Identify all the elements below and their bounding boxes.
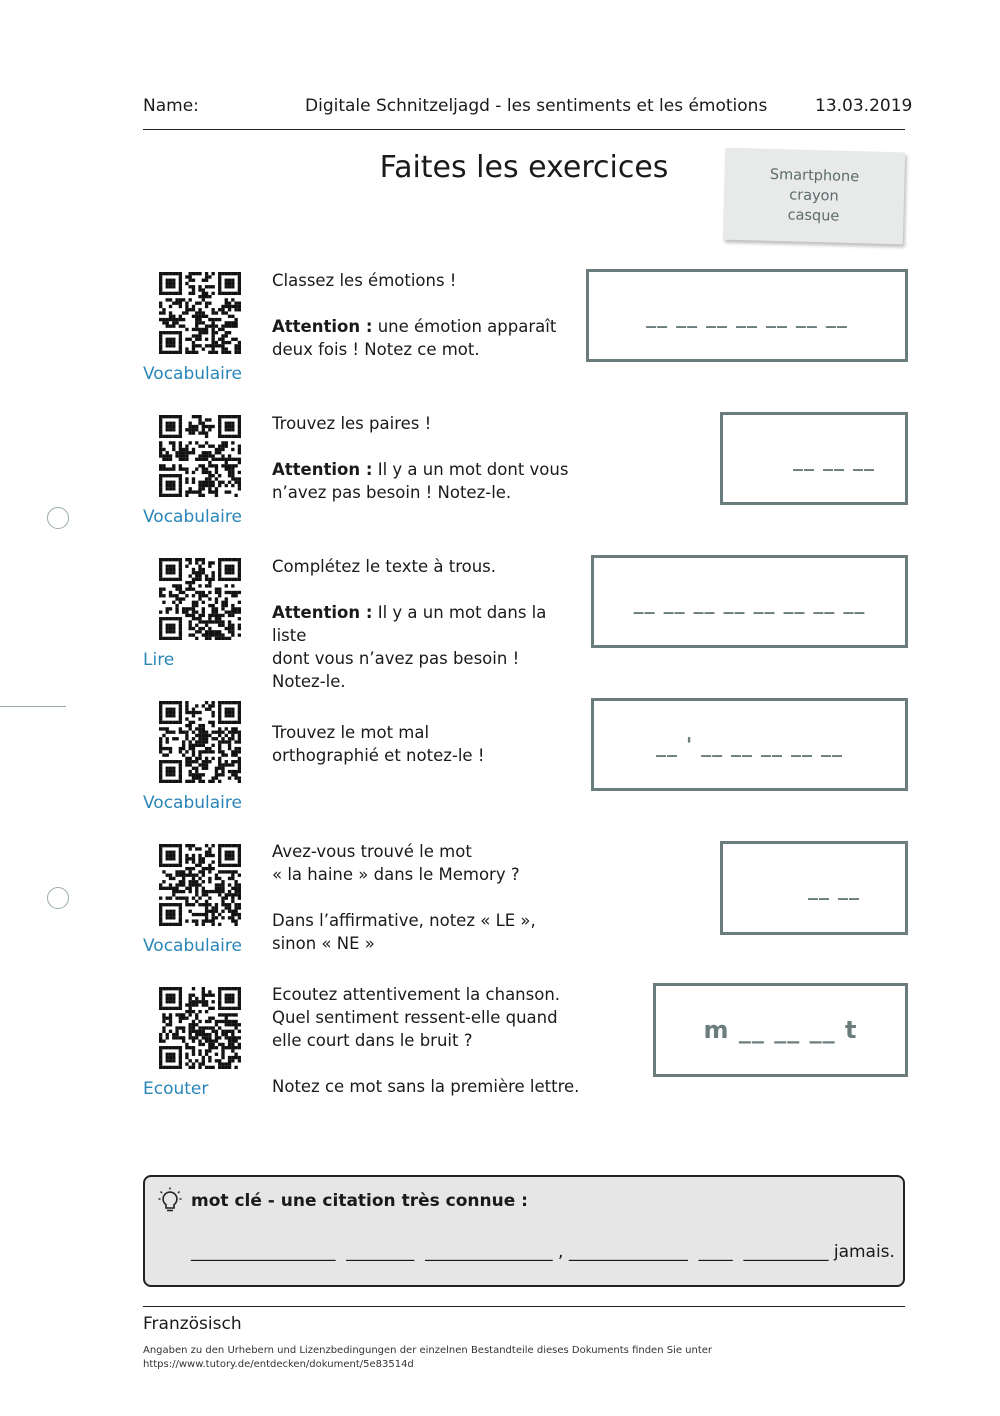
material-item: Smartphone bbox=[769, 166, 860, 186]
punch-hole-mark bbox=[47, 507, 69, 529]
exercise-instructions: Ecoutez attentivement la chanson. Quel sentiment ressent-elle quand elle court dans le bruit ? Notez ce mot sans la première lettre. bbox=[272, 985, 580, 1096]
qr-code-icon[interactable] bbox=[159, 558, 241, 640]
qr-code-icon[interactable] bbox=[159, 272, 241, 354]
qr-code-icon[interactable] bbox=[159, 844, 241, 926]
exercise-category[interactable]: Vocabulaire bbox=[143, 364, 242, 384]
subject-label: Französisch bbox=[143, 1314, 242, 1334]
qr-code-icon[interactable] bbox=[159, 701, 241, 783]
license-link[interactable]: https://www.tutory.de/entdecken/dokument/5e83514d bbox=[143, 1359, 414, 1370]
exercise-instructions: Classez les émotions ! Attention : une émotion apparaît deux fois ! Notez ce mot. bbox=[272, 271, 557, 359]
document-title: Digitale Schnitzeljagd - les sentiments et les émotions bbox=[305, 96, 768, 116]
exercise-category[interactable]: Lire bbox=[143, 650, 175, 670]
keyword-blanks: _________________ ________ _______________ , ______________ ____ __________ jamais. bbox=[191, 1242, 895, 1262]
punch-hole-mark bbox=[47, 887, 69, 909]
answer-box: __ __ bbox=[720, 841, 908, 935]
qr-code-icon[interactable] bbox=[159, 415, 241, 497]
exercise-category[interactable]: Vocabulaire bbox=[143, 507, 242, 527]
answer-box: __ __ __ __ __ __ __ bbox=[586, 269, 908, 362]
exercise-category[interactable]: Ecouter bbox=[143, 1079, 209, 1099]
exercise-category[interactable]: Vocabulaire bbox=[143, 793, 242, 813]
exercise-instructions: Avez-vous trouvé le mot « la haine » dans le Memory ? Dans l’affirmative, notez « LE », sinon « NE » bbox=[272, 842, 536, 953]
qr-code-icon[interactable] bbox=[159, 987, 241, 1069]
exercise-category[interactable]: Vocabulaire bbox=[143, 936, 242, 956]
answer-box: m __ __ __ t bbox=[653, 983, 908, 1077]
page-title: Faites les exercices bbox=[379, 150, 669, 185]
exercise-instructions: Trouvez le mot mal orthographié et notez-le ! bbox=[272, 723, 485, 765]
answer-box: __ __ __ bbox=[720, 412, 908, 505]
exercise-instructions: Complétez le texte à trous. Attention : Il y a un mot dans la liste dont vous n’avez pas besoin ! Notez-le. bbox=[272, 557, 547, 691]
lightbulb-icon bbox=[158, 1187, 182, 1215]
document-date: 13.03.2019 bbox=[815, 96, 913, 116]
materials-note bbox=[723, 148, 905, 245]
keyword-title: mot clé - une citation très connue : bbox=[191, 1191, 528, 1211]
license-note: Angaben zu den Urhebern und Lizenzbedingungen der einzelnen Bestandteile dieses Dokuments finden Sie unter https://www.tutory.de/entdecken/dokument/5e83514d bbox=[143, 1345, 713, 1370]
material-item: casque bbox=[787, 207, 840, 225]
material-item: crayon bbox=[789, 187, 839, 205]
header-rule bbox=[143, 129, 905, 130]
keyword-box bbox=[143, 1175, 905, 1287]
answer-box: __ ' __ __ __ __ __ bbox=[591, 698, 908, 791]
answer-box: __ __ __ __ __ __ __ __ bbox=[591, 555, 908, 648]
footer-rule bbox=[143, 1306, 905, 1307]
exercise-instructions: Trouvez les paires ! Attention : Il y a un mot dont vous n’avez pas besoin ! Notez-le. bbox=[272, 414, 569, 502]
name-label: Name: bbox=[143, 96, 199, 116]
fold-mark bbox=[0, 706, 66, 707]
